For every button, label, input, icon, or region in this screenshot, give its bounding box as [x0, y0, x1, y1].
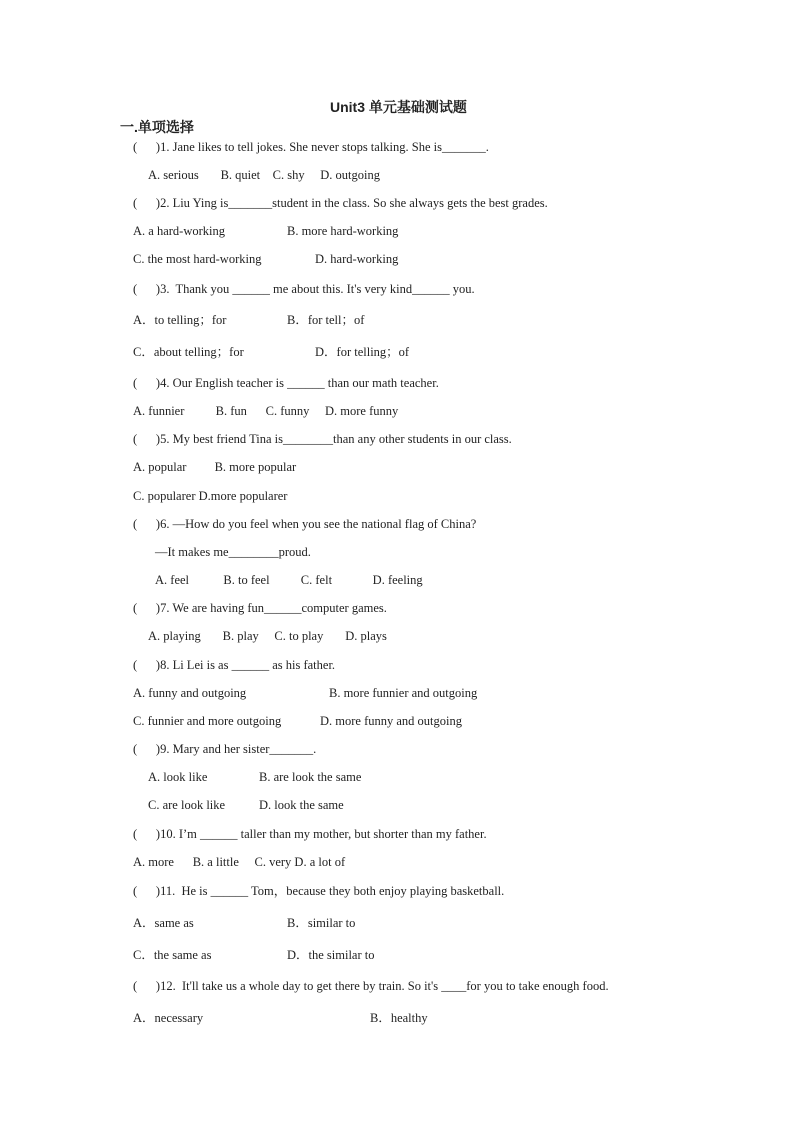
question-12-option-a: A．necessary — [133, 1011, 204, 1025]
question-9-option-b: B. are look the same — [259, 770, 362, 784]
question-11-option-d: D．the similar to — [287, 948, 375, 962]
question-12: ( )12. It'll take us a whole day to get there by train. So it's ____for you to take enough food. — [133, 979, 609, 993]
question-1-options: A. serious B. quiet C. shy D. outgoing — [148, 168, 380, 182]
question-3-option-d: D．for telling；of — [315, 345, 410, 359]
question-3-option-c: C．about telling；for — [133, 345, 244, 359]
question-9-option-a: A. look like — [148, 770, 208, 784]
question-8-option-b: B. more funnier and outgoing — [329, 686, 478, 700]
question-6-reply: —It makes me________proud. — [155, 545, 311, 559]
question-11-option-c: C．the same as — [133, 948, 212, 962]
question-3-option-b: B．for tell；of — [287, 313, 365, 327]
question-4: ( )4. Our English teacher is ______ than our math teacher. — [133, 376, 439, 390]
question-2-option-a: A. a hard-working — [133, 224, 225, 238]
question-7: ( )7. We are having fun______computer games. — [133, 601, 387, 615]
question-10: ( )10. I’m ______ taller than my mother, but shorter than my father. — [133, 827, 487, 841]
question-3: ( )3. Thank you ______ me about this. It's very kind______ you. — [133, 282, 475, 296]
question-5: ( )5. My best friend Tina is________than any other students in our class. — [133, 432, 512, 446]
page-title: Unit3 单元基础测试题 — [330, 99, 467, 115]
question-7-options: A. playing B. play C. to play D. plays — [148, 629, 387, 643]
question-2: ( )2. Liu Ying is_______student in the class. So she always gets the best grades. — [133, 196, 548, 210]
question-11-option-b: B．similar to — [287, 916, 356, 930]
question-9-option-c: C. are look like — [148, 798, 226, 812]
question-11-option-a: A．same as — [133, 916, 194, 930]
question-5-options-ab: A. popular B. more popular — [133, 460, 297, 474]
question-1: ( )1. Jane likes to tell jokes. She never stops talking. She is_______. — [133, 140, 489, 154]
question-8-option-c: C. funnier and more outgoing — [133, 714, 282, 728]
question-2-option-c: C. the most hard-working — [133, 252, 262, 266]
question-10-options: A. more B. a little C. very D. a lot of — [133, 855, 346, 869]
question-6-options: A. feel B. to feel C. felt D. feeling — [155, 573, 423, 587]
question-11: ( )11. He is ______ Tom，because they both enjoy playing basketball. — [133, 884, 505, 898]
question-2-option-b: B. more hard-working — [287, 224, 399, 238]
section-heading: 一.单项选择 — [120, 119, 194, 135]
question-2-option-d: D. hard-working — [315, 252, 399, 266]
question-9-option-d: D. look the same — [259, 798, 344, 812]
question-5-options-cd: C. popularer D.more popularer — [133, 489, 288, 503]
question-9: ( )9. Mary and her sister_______. — [133, 742, 317, 756]
question-8-option-d: D. more funny and outgoing — [320, 714, 462, 728]
question-4-options: A. funnier B. fun C. funny D. more funny — [133, 404, 399, 418]
question-3-option-a: A．to telling；for — [133, 313, 227, 327]
question-8: ( )8. Li Lei is as ______ as his father. — [133, 658, 336, 672]
question-12-option-b: B．healthy — [370, 1011, 428, 1025]
question-8-option-a: A. funny and outgoing — [133, 686, 247, 700]
question-6: ( )6. —How do you feel when you see the national flag of China? — [133, 517, 477, 531]
